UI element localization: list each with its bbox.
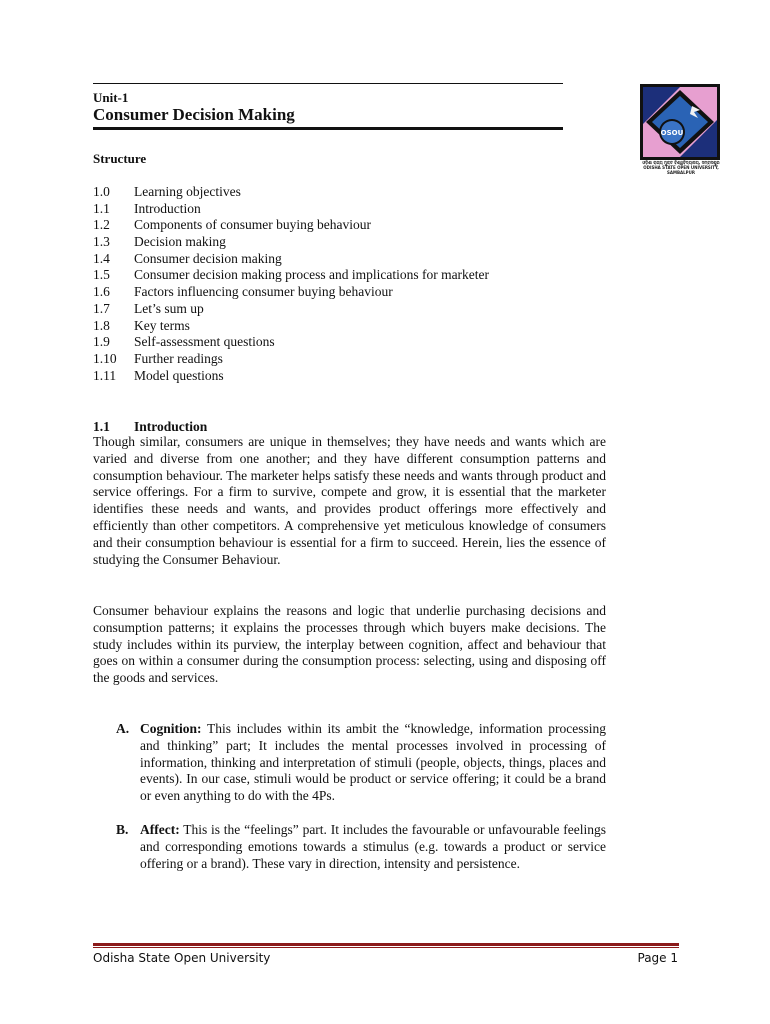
section-heading: [93, 419, 207, 435]
structure-item: [93, 267, 489, 284]
structure-item-label: Factors influencing consumer buying behaviour: [134, 284, 393, 300]
list-item-cognition: [116, 721, 606, 805]
structure-item: [93, 234, 489, 251]
list-item-term: Cognition:: [140, 721, 202, 736]
structure-item: [93, 251, 489, 268]
osou-logo: [640, 84, 720, 160]
structure-item-number: 1.11: [93, 367, 117, 383]
structure-item-label: Introduction: [134, 200, 201, 216]
list-item-text: This is the “feelings” part. It includes the favourable or unfavourable feelings and corresponding emotions towards a stimulus (e.g. towards a product or service offering or a brand). These vary in direction, intensity and persistence.: [140, 822, 606, 871]
structure-item-number: 1.8: [93, 317, 110, 333]
list-item-body: [140, 721, 606, 805]
logo-caption: [638, 160, 724, 175]
logo-caption-english: ODISHA STATE OPEN UNIVERSITY, SAMBALPUR: [643, 165, 719, 175]
structure-item-number: 1.6: [93, 284, 110, 300]
structure-item-number: 1.7: [93, 300, 110, 316]
structure-item-label: Consumer decision making process and implications for marketer: [134, 267, 490, 283]
structure-item-label: Key terms: [134, 317, 190, 333]
structure-item-label: Learning objectives: [134, 184, 241, 199]
logo-text: OSOU: [660, 129, 684, 137]
intro-paragraph-2: Consumer behaviour explains the reasons and logic that underlie purchasing decisions and consumption patterns; it explains the processes through which buyers make decisions. The study includes within its purview, the interplay between cognition, affect and behaviour that goes on within a consumer during the consumption process: selecting, using and disposing off the goods and services.: [93, 603, 606, 686]
section-title: Introduction: [134, 419, 208, 434]
structure-item-number: 1.10: [93, 350, 117, 366]
structure-item: [93, 318, 489, 335]
structure-item-number: 1.2: [93, 217, 110, 233]
list-item-term: Affect:: [140, 822, 180, 837]
structure-item-label: Let’s sum up: [134, 300, 204, 316]
footer-university: Odisha State Open University: [93, 951, 271, 965]
structure-list: [93, 184, 489, 384]
structure-item-label: Consumer decision making: [134, 250, 282, 266]
structure-item: [93, 301, 489, 318]
footer-rule-thin: [93, 947, 679, 948]
unit-label: Unit-1: [93, 90, 129, 105]
structure-item-label: Further readings: [134, 350, 223, 366]
logo-caption-odia: ଓଡ଼ିଶା ରାଜ୍ୟ ମୁକ୍ତ ବିଶ୍ୱବିଦ୍ୟାଳୟ, ସମ୍ବଲପୁର: [642, 160, 720, 165]
header-top-rule: [93, 83, 563, 84]
structure-item: [93, 334, 489, 351]
structure-item: [93, 351, 489, 368]
title-underline: [93, 127, 563, 130]
footer-page-number: Page 1: [637, 951, 678, 965]
list-item-text: This includes within its ambit the “knowledge, information processing and thinking” part; It includes the mental processes involved in processing of information, thinking and interpretation of stimuli (people, objects, things, places and events). In our case, stimuli would be product or service offering; it could be a brand or even anything to do with the 4Ps.: [140, 721, 606, 804]
structure-item: [93, 368, 489, 385]
structure-item-label: Model questions: [134, 367, 224, 383]
structure-item-number: 1.4: [93, 250, 110, 266]
list-item-affect: [116, 822, 606, 872]
structure-item: [93, 184, 489, 201]
structure-item-number: 1.3: [93, 234, 110, 250]
footer-rule: [93, 943, 679, 946]
list-item-letter: A.: [116, 721, 130, 736]
list-item-letter: B.: [116, 822, 129, 837]
intro-paragraph-1: Though similar, consumers are unique in themselves; they have needs and wants which are varied and diverse from one another; and they have different consumption patterns and consumption behaviour. The marketer helps satisfy these needs and wants through product and service offerings. For a firm to survive, compete and grow, it is essential that the marketer identifies these needs and wants, and provides product offerings more effectively and efficiently than other competitors. A comprehensive yet meticulous knowledge of consumers and their consumption behaviour is essential for a firm to succeed. Herein, lies the essence of studying the Consumer Behaviour.: [93, 434, 606, 567]
list-item-body: [140, 822, 606, 872]
structure-item-number: 1.0: [93, 184, 110, 199]
structure-item-number: 1.5: [93, 267, 110, 283]
structure-heading: Structure: [93, 151, 147, 166]
structure-item-number: 1.1: [93, 200, 110, 216]
structure-item: [93, 217, 489, 234]
structure-item: [93, 201, 489, 218]
structure-item-label: Components of consumer buying behaviour: [134, 217, 371, 233]
section-number: 1.1: [93, 419, 110, 434]
structure-item: [93, 284, 489, 301]
structure-item-label: Decision making: [134, 234, 226, 250]
page-title: Consumer Decision Making: [93, 105, 295, 124]
structure-item-label: Self-assessment questions: [134, 334, 275, 350]
structure-item-number: 1.9: [93, 334, 110, 350]
